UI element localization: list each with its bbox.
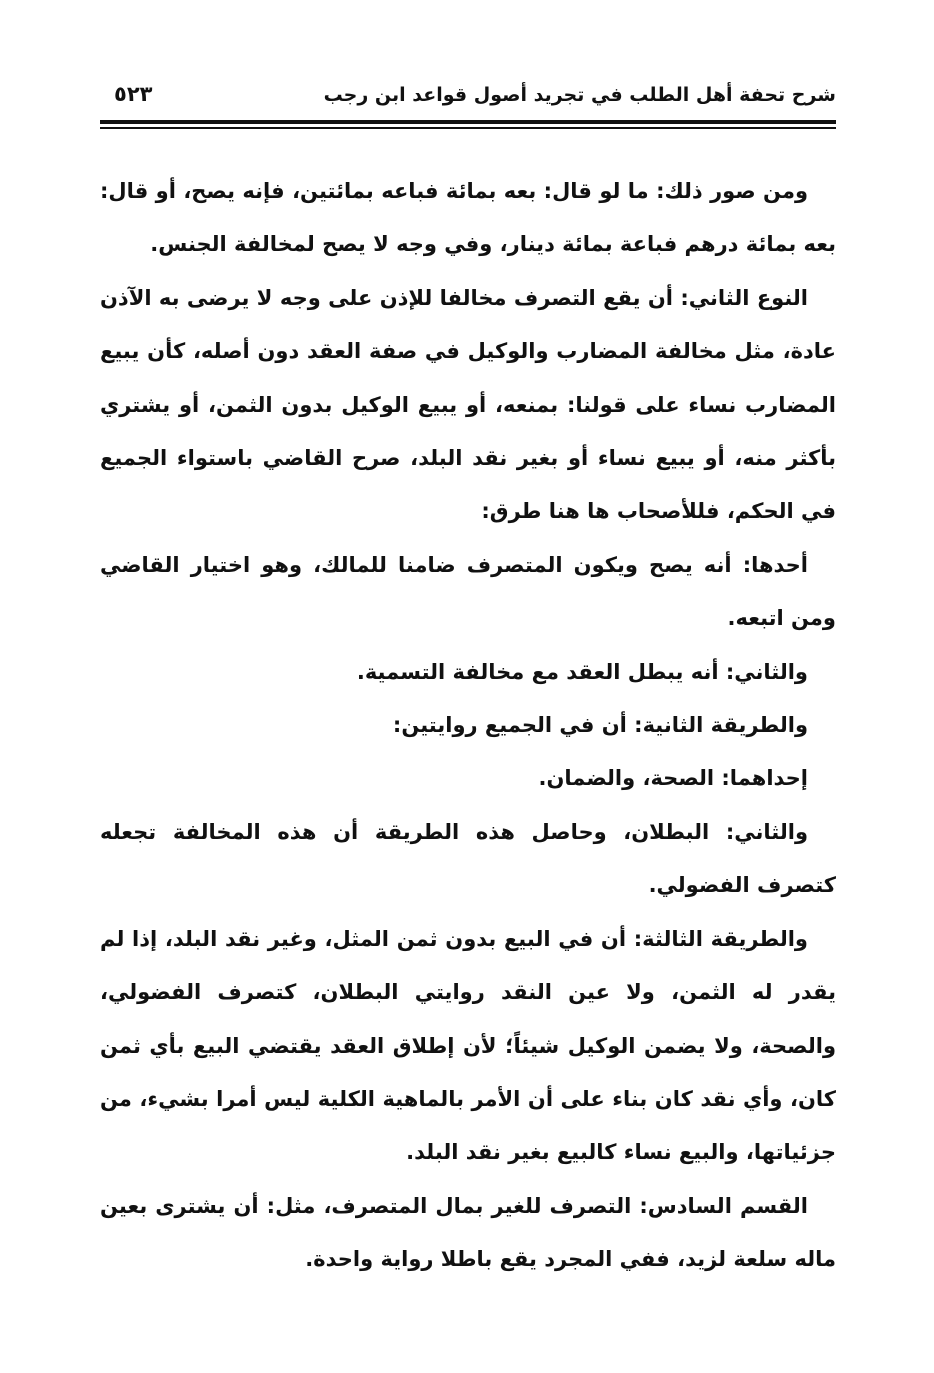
header-rule-thick xyxy=(100,120,836,124)
paragraph: ومن صور ذلك: ما لو قال: بعه بمائة فباعه بمائتين، فإنه يصح، أو قال: بعه بمائة درهم فباعة بمائة دينار، وفي وجه لا يصح لمخالفة الجنس. xyxy=(100,179,836,257)
paragraph: القسم السادس: التصرف للغير بمال المتصرف، مثل: أن يشترى بعين ماله سلعة لزيد، ففي المجرد يقع باطلا رواية واحدة. xyxy=(100,1193,836,1272)
paragraph: والثاني: البطلان، وحاصل هذه الطريقة أن هذه المخالفة تجعله كتصرف الفضولي. xyxy=(100,819,836,898)
page-number: ٥٢٣ xyxy=(114,82,153,106)
body-text xyxy=(100,165,836,1287)
running-header xyxy=(100,82,836,116)
paragraph: إحداهما: الصحة، والضمان. xyxy=(538,766,808,791)
header-title: شرح تحفة أهل الطلب في تجريد أصول قواعد ابن رجب xyxy=(323,84,836,106)
paragraph: النوع الثاني: أن يقع التصرف مخالفا للإذن على وجه لا يرضى به الآذن عادة، مثل مخالفة المضارب والوكيل في صفة العقد دون أصله، كأن يبيع المضارب نساء على قولنا: بمنعه، أو يبيع الوكيل بدون الثمن، أو يشتري بأكثر منه، أو يبيع نساء أو بغير نقد البلد، صرح القاضي باستواء الجميع في الحكم، فللأصحاب ها هنا طرق: xyxy=(100,285,836,524)
header-rule-thin xyxy=(100,127,836,129)
paragraph: أحدها: أنه يصح ويكون المتصرف ضامنا للمالك، وهو اختيار القاضي ومن اتبعه. xyxy=(100,552,836,631)
paragraph: والطريقة الثالثة: أن في البيع بدون ثمن المثل، وغير نقد البلد، إذا لم يقدر له الثمن، ولا عين النقد روايتي البطلان، كتصرف الفضولي، والصحة، ولا يضمن الوكيل شيئاً؛ لأن إطلاق العقد يقتضي البيع بأي ثمن كان، وأي نقد كان بناء على أن الأمر بالماهية الكلية ليس أمرا بشيء، من جزئياتها، والبيع نساء كالبيع بغير نقد البلد. xyxy=(100,926,836,1165)
paragraph: والثاني: أنه يبطل العقد مع مخالفة التسمية. xyxy=(356,659,808,684)
paragraph: والطريقة الثانية: أن في الجميع روايتين: xyxy=(392,713,808,738)
